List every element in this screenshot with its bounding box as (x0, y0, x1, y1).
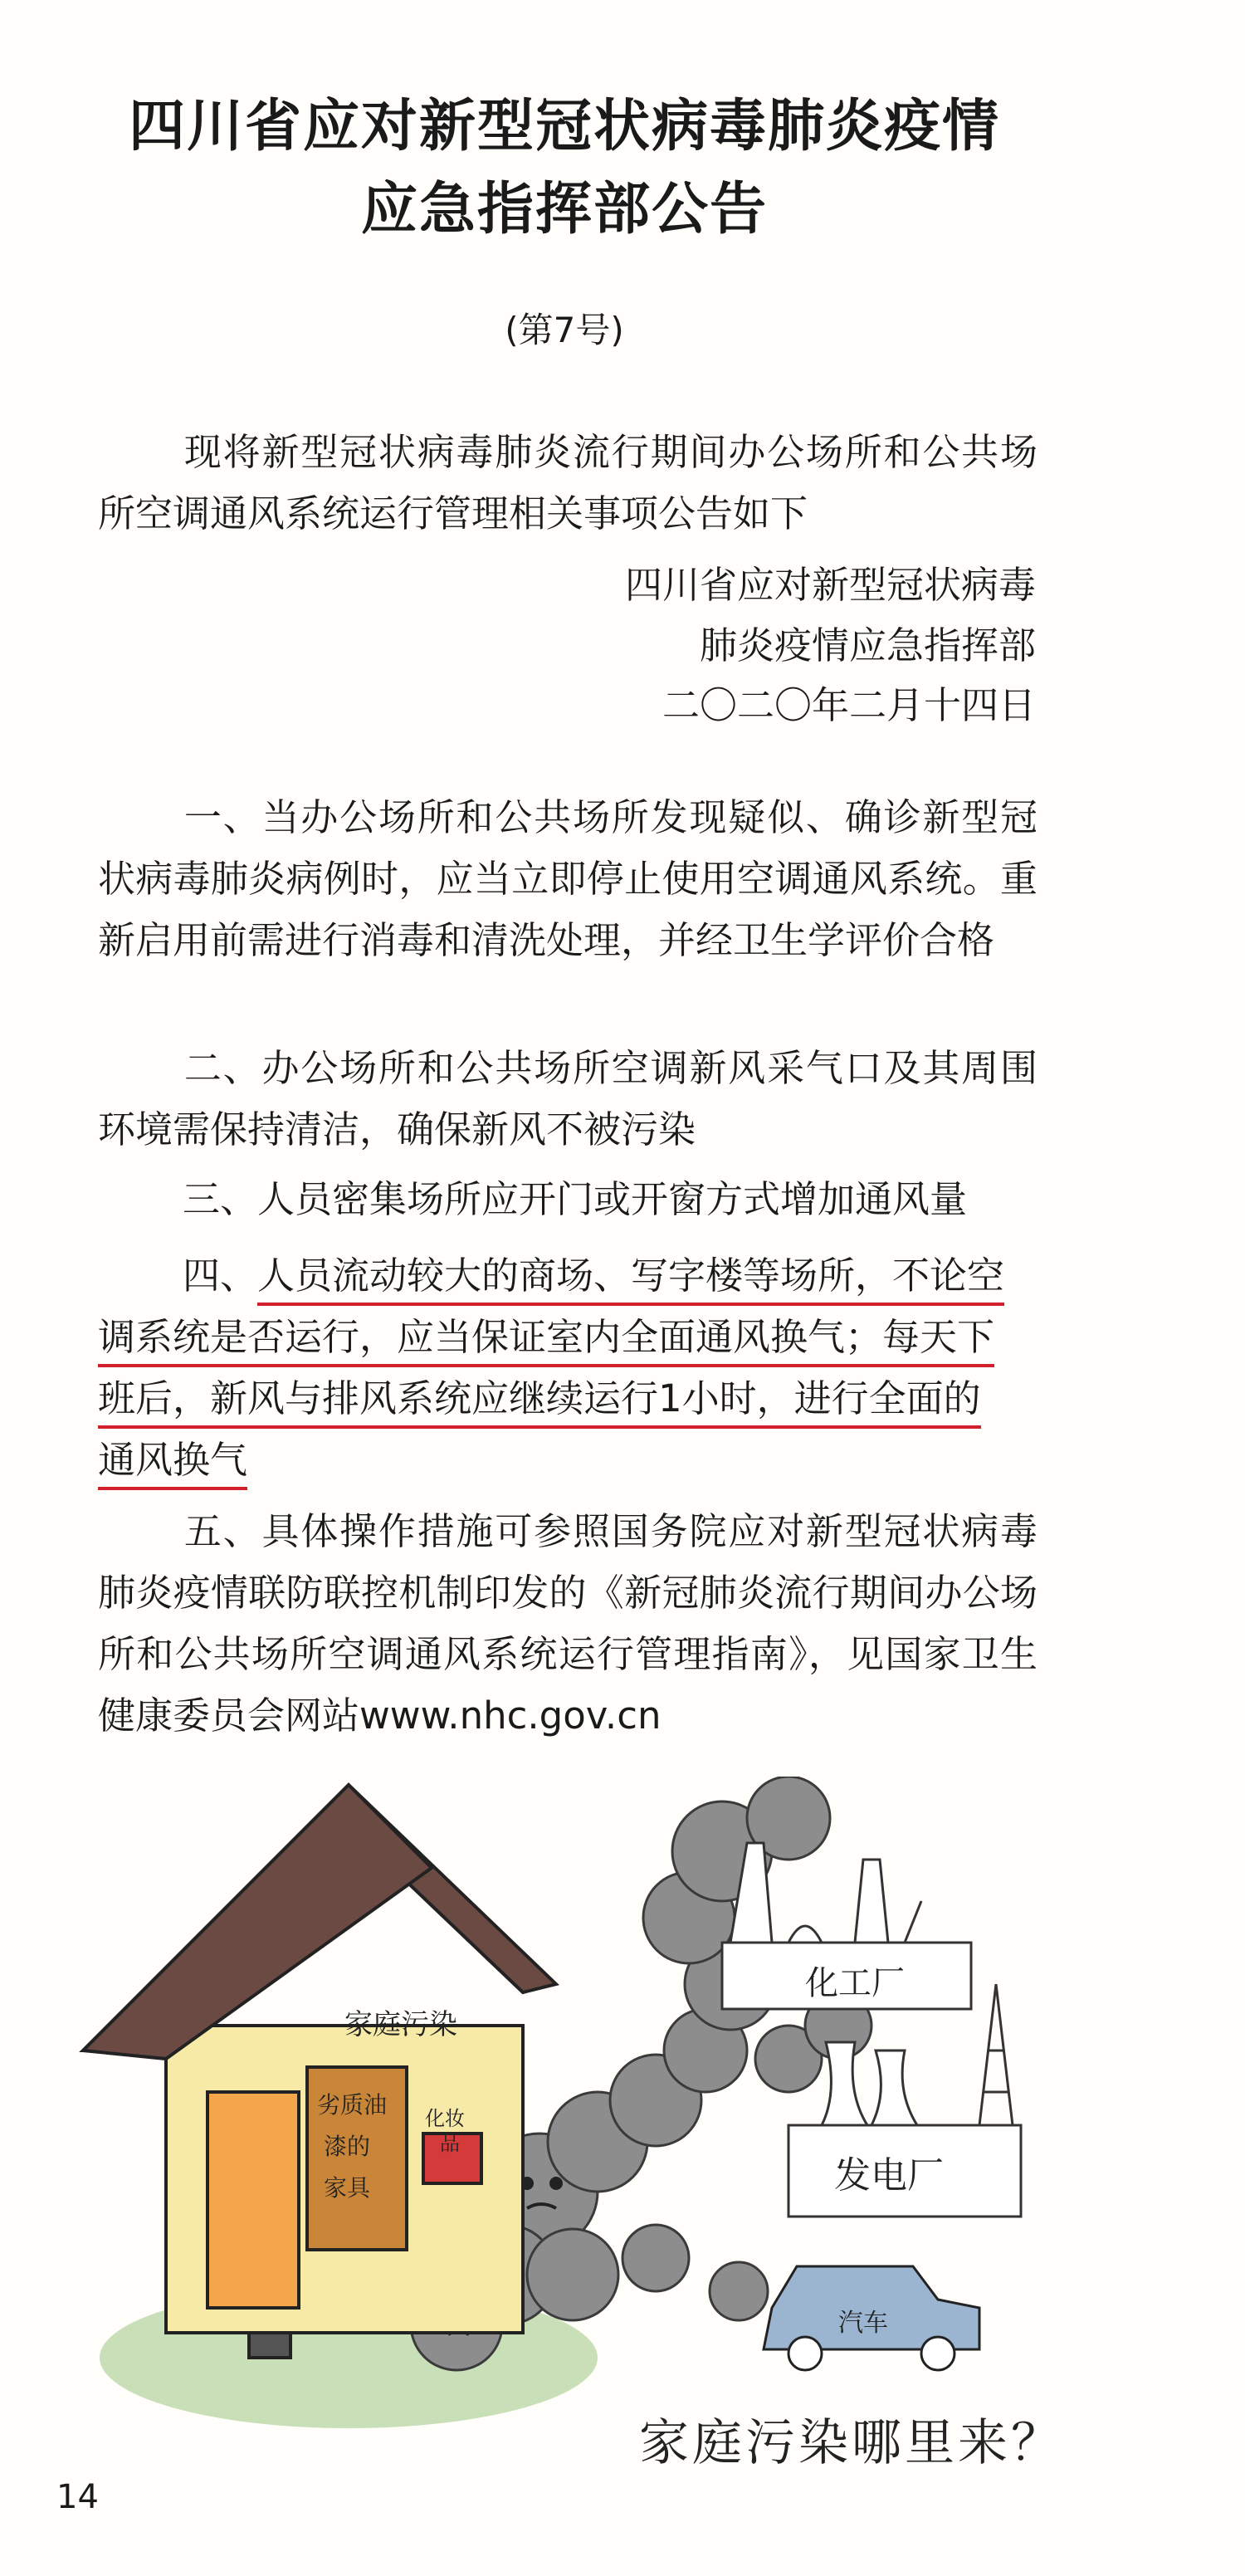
item-1-text: 一、当办公场所和公共场所发现疑似、确诊新型冠状病毒肺炎病例时，应当立即停止使用空调通风系统。重新启用前需进行消毒和清洗处理，并经卫生学评价合格 (98, 795, 1038, 962)
title-line-1: 四川省应对新型冠状病毒肺炎疫情 (128, 94, 1000, 159)
pollution-illustration (75, 1777, 1054, 2490)
signature-date: 二〇二〇年二月十四日 (662, 683, 1036, 727)
item-5 (98, 1501, 1038, 1747)
factory1-label: 化工厂 (805, 1964, 905, 2002)
furniture-label-1: 劣质油 (317, 2091, 388, 2119)
item-4-line-4: 通风换气 (98, 1438, 247, 1490)
item-2-text: 二、办公场所和公共场所空调新风采气口及其周围环境需保持清洁，确保新风不被污染 (98, 1046, 1038, 1151)
intro-paragraph (98, 422, 1038, 545)
furniture-label-2: 漆的 (324, 2133, 371, 2160)
item-3-text: 三、人员密集场所应开门或开窗方式增加通风量 (183, 1177, 968, 1221)
signature-org-1: 四川省应对新型冠状病毒 (624, 563, 1036, 607)
item-4-line-2: 调系统是否运行，应当保证室内全面通风换气；每天下 (98, 1315, 994, 1367)
cosmetics-label-2: 品 (440, 2132, 460, 2155)
item-4-highlighted (98, 1245, 1038, 1491)
item-1 (98, 787, 1038, 971)
house-icon (83, 1785, 556, 2358)
signature-org-2: 肺炎疫情应急指挥部 (699, 623, 1036, 667)
title-line-2: 应急指挥部公告 (360, 177, 768, 242)
page-number: 14 (56, 2478, 99, 2516)
illustration-caption: 家庭污染哪里来？ (639, 2414, 1064, 2472)
item-4-line-3: 班后，新风与排风系统应继续运行1小时，进行全面的 (98, 1376, 981, 1429)
cosmetics-label-1: 化妆 (425, 2107, 465, 2130)
item-2 (98, 1038, 1038, 1161)
factory2-label: 发电厂 (834, 2154, 944, 2197)
item-4-prefix: 四、 (183, 1254, 258, 1298)
intro-text: 现将新型冠状病毒肺炎流行期间办公场所和公共场所空调通风系统运行管理相关事项公告如下 (98, 430, 1038, 535)
furniture-label-3: 家具 (324, 2174, 371, 2202)
item-5-text: 五、具体操作措施可参照国务院应对新型冠状病毒肺炎疫情联防联控机制印发的《新冠肺炎流行期间办公场所和公共场所空调通风系统运行管理指南》，见国家卫生健康委员会网站www.nhc.gov.cn (98, 1509, 1038, 1738)
item-4-line-1: 人员流动较大的商场、写字楼等场所，不论空 (257, 1254, 1004, 1306)
car-label: 汽车 (838, 2309, 888, 2338)
house-label: 家庭污染 (344, 2008, 457, 2041)
announcement-number: (第7号) (505, 310, 624, 350)
item-3 (98, 1169, 1038, 1230)
